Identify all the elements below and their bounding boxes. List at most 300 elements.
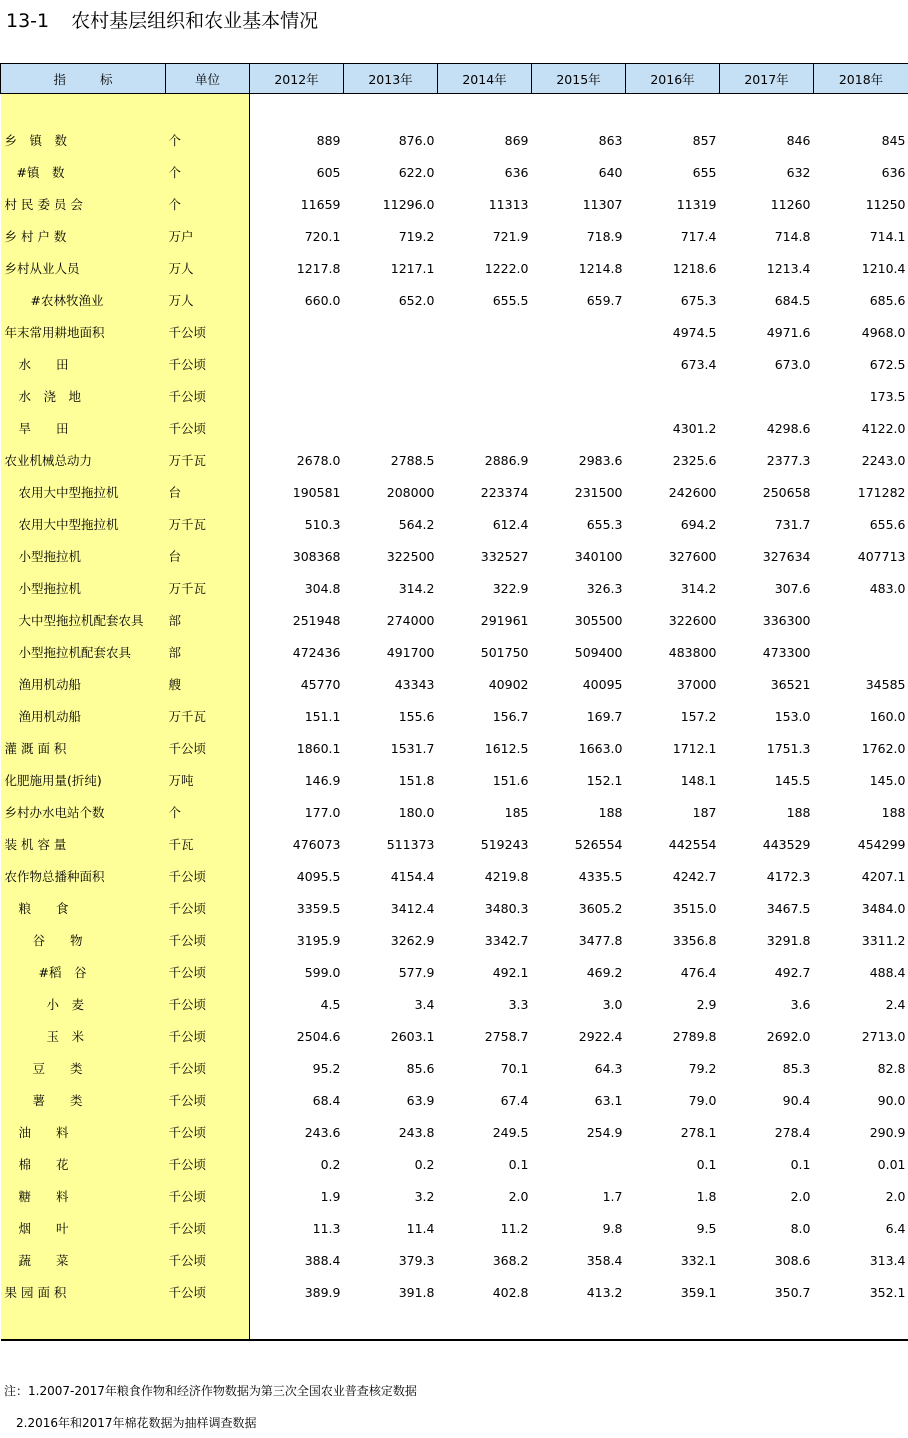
value-cell: 332.1 xyxy=(680,1252,717,1268)
value-cell: 85.6 xyxy=(406,1060,435,1076)
unit-cell: 部 xyxy=(166,604,250,636)
value-cell xyxy=(532,380,626,412)
unit-cell: 部 xyxy=(166,636,250,668)
value-cell: 223374 xyxy=(480,484,529,500)
table-row xyxy=(1,668,908,700)
table-row xyxy=(1,540,908,572)
value-cell: 2789.8 xyxy=(672,1028,717,1044)
value-cell: 79.2 xyxy=(688,1060,717,1076)
value-cell: 352.1 xyxy=(869,1284,906,1300)
value-cell: 1712.1 xyxy=(672,740,717,756)
indicator-name: 粮 食 xyxy=(1,892,166,924)
value-cell: 249.5 xyxy=(492,1124,529,1140)
value-cell: 511373 xyxy=(386,836,435,852)
value-cell: 599.0 xyxy=(304,964,341,980)
table-row xyxy=(1,860,908,892)
value-cell: 188 xyxy=(786,804,811,820)
value-cell: 3467.5 xyxy=(766,900,811,916)
value-cell: 187 xyxy=(692,804,717,820)
value-cell: 1222.0 xyxy=(484,260,529,276)
value-cell: 152.1 xyxy=(586,772,623,788)
unit-cell: 千公顷 xyxy=(166,348,250,380)
value-cell: 36521 xyxy=(770,676,811,692)
value-cell: 652.0 xyxy=(398,292,435,308)
value-cell: 1663.0 xyxy=(578,740,623,756)
value-cell: 305500 xyxy=(574,612,623,628)
table-row xyxy=(1,220,908,252)
indicator-name: 渔用机动船 xyxy=(1,700,166,732)
value-cell: 4335.5 xyxy=(578,868,623,884)
indicator-name: 棉 花 xyxy=(1,1148,166,1180)
indicator-name: 糖 料 xyxy=(1,1180,166,1212)
value-cell: 2377.3 xyxy=(766,452,811,468)
value-cell: 67.4 xyxy=(500,1092,529,1108)
value-cell xyxy=(344,412,438,444)
value-cell: 3.0 xyxy=(602,996,623,1012)
indicator-name: 村 民 委 员 会 xyxy=(1,188,166,220)
value-cell: 336300 xyxy=(762,612,811,628)
unit-cell: 千公顷 xyxy=(166,860,250,892)
value-cell: 11250 xyxy=(865,196,906,212)
unit-cell: 千公顷 xyxy=(166,1020,250,1052)
value-cell xyxy=(532,348,626,380)
unit-cell: 千公顷 xyxy=(166,732,250,764)
value-cell xyxy=(626,380,720,412)
value-cell: 4968.0 xyxy=(861,324,906,340)
table-row xyxy=(1,700,908,732)
value-cell: 4095.5 xyxy=(296,868,341,884)
value-cell: 254.9 xyxy=(586,1124,623,1140)
value-cell: 155.6 xyxy=(398,708,435,724)
unit-cell: 万人 xyxy=(166,284,250,316)
unit-cell: 个 xyxy=(166,796,250,828)
indicator-name: 农作物总播种面积 xyxy=(1,860,166,892)
value-cell: 655.5 xyxy=(492,292,529,308)
value-cell: 488.4 xyxy=(869,964,906,980)
value-cell: 3.4 xyxy=(414,996,435,1012)
value-cell: 402.8 xyxy=(492,1284,529,1300)
value-cell: 3.2 xyxy=(414,1188,435,1204)
unit-cell: 千公顷 xyxy=(166,316,250,348)
value-cell: 655 xyxy=(692,164,717,180)
unit-cell: 个 xyxy=(166,156,250,188)
unit-cell: 千公顷 xyxy=(166,892,250,924)
value-cell: 85.3 xyxy=(782,1060,811,1076)
unit-cell: 千公顷 xyxy=(166,412,250,444)
value-cell: 148.1 xyxy=(680,772,717,788)
value-cell xyxy=(438,316,532,348)
value-cell: 177.0 xyxy=(304,804,341,820)
value-cell: 718.9 xyxy=(586,228,623,244)
value-cell: 472436 xyxy=(292,644,341,660)
value-cell: 655.3 xyxy=(586,516,623,532)
value-cell: 492.7 xyxy=(774,964,811,980)
value-cell: 685.6 xyxy=(869,292,906,308)
value-cell xyxy=(250,380,344,412)
value-cell: 714.1 xyxy=(869,228,906,244)
value-cell: 0.2 xyxy=(414,1156,435,1172)
value-cell: 8.0 xyxy=(790,1220,811,1236)
header-year: 2018年 xyxy=(814,64,908,94)
value-cell xyxy=(532,412,626,444)
value-cell: 151.6 xyxy=(492,772,529,788)
table-row xyxy=(1,636,908,668)
table-row xyxy=(1,892,908,924)
table-row xyxy=(1,1180,908,1212)
unit-cell: 万户 xyxy=(166,220,250,252)
value-cell: 153.0 xyxy=(774,708,811,724)
value-cell: 0.01 xyxy=(877,1156,906,1172)
indicator-name: 装 机 容 量 xyxy=(1,828,166,860)
value-cell: 4301.2 xyxy=(672,420,717,436)
indicator-name: 油 料 xyxy=(1,1116,166,1148)
value-cell: 636 xyxy=(881,164,906,180)
value-cell: 304.8 xyxy=(304,580,341,596)
value-cell: 2758.7 xyxy=(484,1028,529,1044)
table-row xyxy=(1,1116,908,1148)
value-cell: 640 xyxy=(598,164,623,180)
value-cell: 443529 xyxy=(762,836,811,852)
value-cell: 368.2 xyxy=(492,1252,529,1268)
unit-cell: 千公顷 xyxy=(166,1180,250,1212)
value-cell: 3477.8 xyxy=(578,932,623,948)
indicator-name: 乡 镇 数 xyxy=(1,124,166,156)
value-cell: 636 xyxy=(504,164,529,180)
value-cell: 6.4 xyxy=(885,1220,906,1236)
unit-cell: 个 xyxy=(166,188,250,220)
value-cell: 845 xyxy=(881,132,906,148)
value-cell: 3.6 xyxy=(790,996,811,1012)
unit-cell: 千公顷 xyxy=(166,1084,250,1116)
indicator-name: 乡村从业人员 xyxy=(1,252,166,284)
value-cell: 4122.0 xyxy=(861,420,906,436)
value-cell: 11319 xyxy=(676,196,717,212)
value-cell: 672.5 xyxy=(869,356,906,372)
value-cell: 3342.7 xyxy=(484,932,529,948)
value-cell: 290.9 xyxy=(869,1124,906,1140)
value-cell: 2603.1 xyxy=(390,1028,435,1044)
table-body xyxy=(1,94,908,1341)
table-row xyxy=(1,476,908,508)
table-row xyxy=(1,380,908,412)
value-cell: 655.6 xyxy=(869,516,906,532)
value-cell: 9.5 xyxy=(696,1220,717,1236)
value-cell: 64.3 xyxy=(594,1060,623,1076)
value-cell: 4971.6 xyxy=(766,324,811,340)
value-cell: 2.0 xyxy=(885,1188,906,1204)
value-cell: 2678.0 xyxy=(296,452,341,468)
value-cell: 40095 xyxy=(582,676,623,692)
value-cell: 145.5 xyxy=(774,772,811,788)
unit-cell: 千公顷 xyxy=(166,380,250,412)
table-row xyxy=(1,1052,908,1084)
value-cell: 208000 xyxy=(386,484,435,500)
value-cell: 4974.5 xyxy=(672,324,717,340)
value-cell: 68.4 xyxy=(312,1092,341,1108)
value-cell xyxy=(250,316,344,348)
value-cell: 95.2 xyxy=(312,1060,341,1076)
value-cell: 684.5 xyxy=(774,292,811,308)
value-cell: 250658 xyxy=(762,484,811,500)
value-cell: 469.2 xyxy=(586,964,623,980)
value-cell: 388.4 xyxy=(304,1252,341,1268)
value-cell: 11.4 xyxy=(406,1220,435,1236)
value-cell: 526554 xyxy=(574,836,623,852)
value-cell: 3480.3 xyxy=(484,900,529,916)
value-cell: 151.8 xyxy=(398,772,435,788)
value-cell: 314.2 xyxy=(398,580,435,596)
value-cell: 714.8 xyxy=(774,228,811,244)
value-cell: 3291.8 xyxy=(766,932,811,948)
value-cell xyxy=(250,412,344,444)
value-cell: 11313 xyxy=(488,196,529,212)
value-cell: 2.9 xyxy=(696,996,717,1012)
unit-cell: 千公顷 xyxy=(166,956,250,988)
value-cell: 1214.8 xyxy=(578,260,623,276)
footnote-2: 2.2016年和2017年棉花数据为抽样调查数据 xyxy=(16,1416,257,1430)
value-cell: 231500 xyxy=(574,484,623,500)
indicator-name: 烟 叶 xyxy=(1,1212,166,1244)
header-unit: 单位 xyxy=(166,64,250,94)
header-year: 2012年 xyxy=(250,64,344,94)
indicator-name: 水 浇 地 xyxy=(1,380,166,412)
table-row xyxy=(1,924,908,956)
value-cell: 278.4 xyxy=(774,1124,811,1140)
value-cell: 1.9 xyxy=(320,1188,341,1204)
value-cell: 2.0 xyxy=(508,1188,529,1204)
value-cell: 407713 xyxy=(857,548,906,564)
value-cell: 1762.0 xyxy=(861,740,906,756)
header-indicator: 指 标 xyxy=(1,64,166,94)
table-row xyxy=(1,124,908,156)
table-number: 13-1 xyxy=(6,10,50,32)
value-cell: 2692.0 xyxy=(766,1028,811,1044)
value-cell: 70.1 xyxy=(500,1060,529,1076)
value-cell: 483.0 xyxy=(869,580,906,596)
value-cell: 4.5 xyxy=(320,996,341,1012)
value-cell: 659.7 xyxy=(586,292,623,308)
value-cell: 501750 xyxy=(480,644,529,660)
value-cell: 9.8 xyxy=(602,1220,623,1236)
value-cell: 3195.9 xyxy=(296,932,341,948)
value-cell: 291961 xyxy=(480,612,529,628)
footnote-1: 注：1.2007-2017年粮食作物和经济作物数据为第三次全国农业普查核定数据 xyxy=(4,1384,417,1398)
value-cell: 274000 xyxy=(386,612,435,628)
value-cell: 3.3 xyxy=(508,996,529,1012)
value-cell xyxy=(532,1148,626,1180)
value-cell: 151.1 xyxy=(304,708,341,724)
value-cell: 34585 xyxy=(865,676,906,692)
table-row xyxy=(1,1212,908,1244)
value-cell: 2983.6 xyxy=(578,452,623,468)
value-cell: 491700 xyxy=(386,644,435,660)
table-row xyxy=(1,572,908,604)
value-cell: 454299 xyxy=(857,836,906,852)
table-row xyxy=(1,764,908,796)
indicator-name: 豆 类 xyxy=(1,1052,166,1084)
value-cell: 0.1 xyxy=(508,1156,529,1172)
indicator-name: 大中型拖拉机配套农具 xyxy=(1,604,166,636)
value-cell: 1860.1 xyxy=(296,740,341,756)
value-cell: 243.6 xyxy=(304,1124,341,1140)
value-cell: 2922.4 xyxy=(578,1028,623,1044)
indicator-name: 玉 米 xyxy=(1,1020,166,1052)
value-cell: 11296.0 xyxy=(382,196,435,212)
unit-cell: 万人 xyxy=(166,252,250,284)
value-cell: 731.7 xyxy=(774,516,811,532)
indicator-name: 旱 田 xyxy=(1,412,166,444)
value-cell: 322500 xyxy=(386,548,435,564)
value-cell: 492.1 xyxy=(492,964,529,980)
value-cell: 3311.2 xyxy=(861,932,906,948)
unit-cell: 台 xyxy=(166,476,250,508)
value-cell: 577.9 xyxy=(398,964,435,980)
value-cell: 2504.6 xyxy=(296,1028,341,1044)
value-cell xyxy=(344,316,438,348)
value-cell: 3356.8 xyxy=(672,932,717,948)
indicator-name: 水 田 xyxy=(1,348,166,380)
indicator-name: 小 麦 xyxy=(1,988,166,1020)
value-cell: 157.2 xyxy=(680,708,717,724)
unit-cell: 千瓦 xyxy=(166,828,250,860)
value-cell xyxy=(720,380,814,412)
value-cell: 4298.6 xyxy=(766,420,811,436)
value-cell: 308368 xyxy=(292,548,341,564)
value-cell: 605 xyxy=(316,164,341,180)
value-cell: 322.9 xyxy=(492,580,529,596)
value-cell: 11307 xyxy=(582,196,623,212)
value-cell: 79.0 xyxy=(688,1092,717,1108)
value-cell: 876.0 xyxy=(398,132,435,148)
value-cell: 242600 xyxy=(668,484,717,500)
table-row xyxy=(1,188,908,220)
page-title xyxy=(6,6,318,33)
indicator-name: 灌 溉 面 积 xyxy=(1,732,166,764)
value-cell xyxy=(814,604,908,636)
table-row xyxy=(1,252,908,284)
value-cell: 90.4 xyxy=(782,1092,811,1108)
value-cell: 509400 xyxy=(574,644,623,660)
value-cell: 173.5 xyxy=(869,388,906,404)
value-cell: 389.9 xyxy=(304,1284,341,1300)
indicator-name: #农林牧渔业 xyxy=(1,284,166,316)
value-cell: 190581 xyxy=(292,484,341,500)
value-cell: 0.2 xyxy=(320,1156,341,1172)
table-row xyxy=(1,828,908,860)
value-cell: 622.0 xyxy=(398,164,435,180)
value-cell: 717.4 xyxy=(680,228,717,244)
value-cell: 3262.9 xyxy=(390,932,435,948)
value-cell: 660.0 xyxy=(304,292,341,308)
value-cell: 889 xyxy=(316,132,341,148)
value-cell: 0.1 xyxy=(790,1156,811,1172)
value-cell: 476.4 xyxy=(680,964,717,980)
table-row xyxy=(1,988,908,1020)
header-year: 2015年 xyxy=(532,64,626,94)
value-cell: 2325.6 xyxy=(672,452,717,468)
value-cell: 188 xyxy=(881,804,906,820)
table-row xyxy=(1,1020,908,1052)
value-cell: 350.7 xyxy=(774,1284,811,1300)
value-cell: 442554 xyxy=(668,836,717,852)
value-cell: 171282 xyxy=(857,484,906,500)
unit-cell: 万千瓦 xyxy=(166,444,250,476)
table-row xyxy=(1,316,908,348)
value-cell: 2886.9 xyxy=(484,452,529,468)
value-cell: 719.2 xyxy=(398,228,435,244)
unit-cell: 个 xyxy=(166,124,250,156)
unit-cell: 万千瓦 xyxy=(166,572,250,604)
value-cell xyxy=(814,636,908,668)
value-cell: 4219.8 xyxy=(484,868,529,884)
value-cell: 2713.0 xyxy=(861,1028,906,1044)
value-cell xyxy=(438,412,532,444)
value-cell: 476073 xyxy=(292,836,341,852)
unit-cell: 万千瓦 xyxy=(166,508,250,540)
value-cell: 145.0 xyxy=(869,772,906,788)
header-row xyxy=(1,64,908,94)
value-cell: 846 xyxy=(786,132,811,148)
indicator-name: 农用大中型拖拉机 xyxy=(1,508,166,540)
unit-cell: 千公顷 xyxy=(166,1148,250,1180)
unit-cell: 万吨 xyxy=(166,764,250,796)
value-cell: 307.6 xyxy=(774,580,811,596)
unit-cell: 千公顷 xyxy=(166,988,250,1020)
indicator-name: 农用大中型拖拉机 xyxy=(1,476,166,508)
value-cell: 327600 xyxy=(668,548,717,564)
value-cell: 721.9 xyxy=(492,228,529,244)
value-cell: 180.0 xyxy=(398,804,435,820)
indicator-name: 蔬 菜 xyxy=(1,1244,166,1276)
indicator-name: 小型拖拉机 xyxy=(1,540,166,572)
value-cell: 243.8 xyxy=(398,1124,435,1140)
value-cell: 160.0 xyxy=(869,708,906,724)
statistics-table xyxy=(0,63,908,1341)
value-cell: 869 xyxy=(504,132,529,148)
value-cell: 675.3 xyxy=(680,292,717,308)
value-cell: 3515.0 xyxy=(672,900,717,916)
value-cell: 3412.4 xyxy=(390,900,435,916)
indicator-name: 小型拖拉机 xyxy=(1,572,166,604)
value-cell: 391.8 xyxy=(398,1284,435,1300)
value-cell: 278.1 xyxy=(680,1124,717,1140)
value-cell: 3484.0 xyxy=(861,900,906,916)
value-cell: 1217.8 xyxy=(296,260,341,276)
unit-cell: 千公顷 xyxy=(166,1244,250,1276)
unit-cell: 千公顷 xyxy=(166,1052,250,1084)
value-cell: 185 xyxy=(504,804,529,820)
value-cell: 169.7 xyxy=(586,708,623,724)
table-row xyxy=(1,444,908,476)
value-cell: 11.3 xyxy=(312,1220,341,1236)
unit-cell: 台 xyxy=(166,540,250,572)
header-year: 2013年 xyxy=(344,64,438,94)
table-row xyxy=(1,1276,908,1308)
table-row xyxy=(1,796,908,828)
filler-row xyxy=(1,1308,908,1340)
value-cell xyxy=(438,380,532,412)
value-cell: 1612.5 xyxy=(484,740,529,756)
indicator-name: #稻 谷 xyxy=(1,956,166,988)
value-cell: 720.1 xyxy=(304,228,341,244)
table-row xyxy=(1,508,908,540)
value-cell xyxy=(250,348,344,380)
value-cell: 612.4 xyxy=(492,516,529,532)
indicator-name: 渔用机动船 xyxy=(1,668,166,700)
value-cell: 4172.3 xyxy=(766,868,811,884)
value-cell xyxy=(344,380,438,412)
unit-cell: 万千瓦 xyxy=(166,700,250,732)
